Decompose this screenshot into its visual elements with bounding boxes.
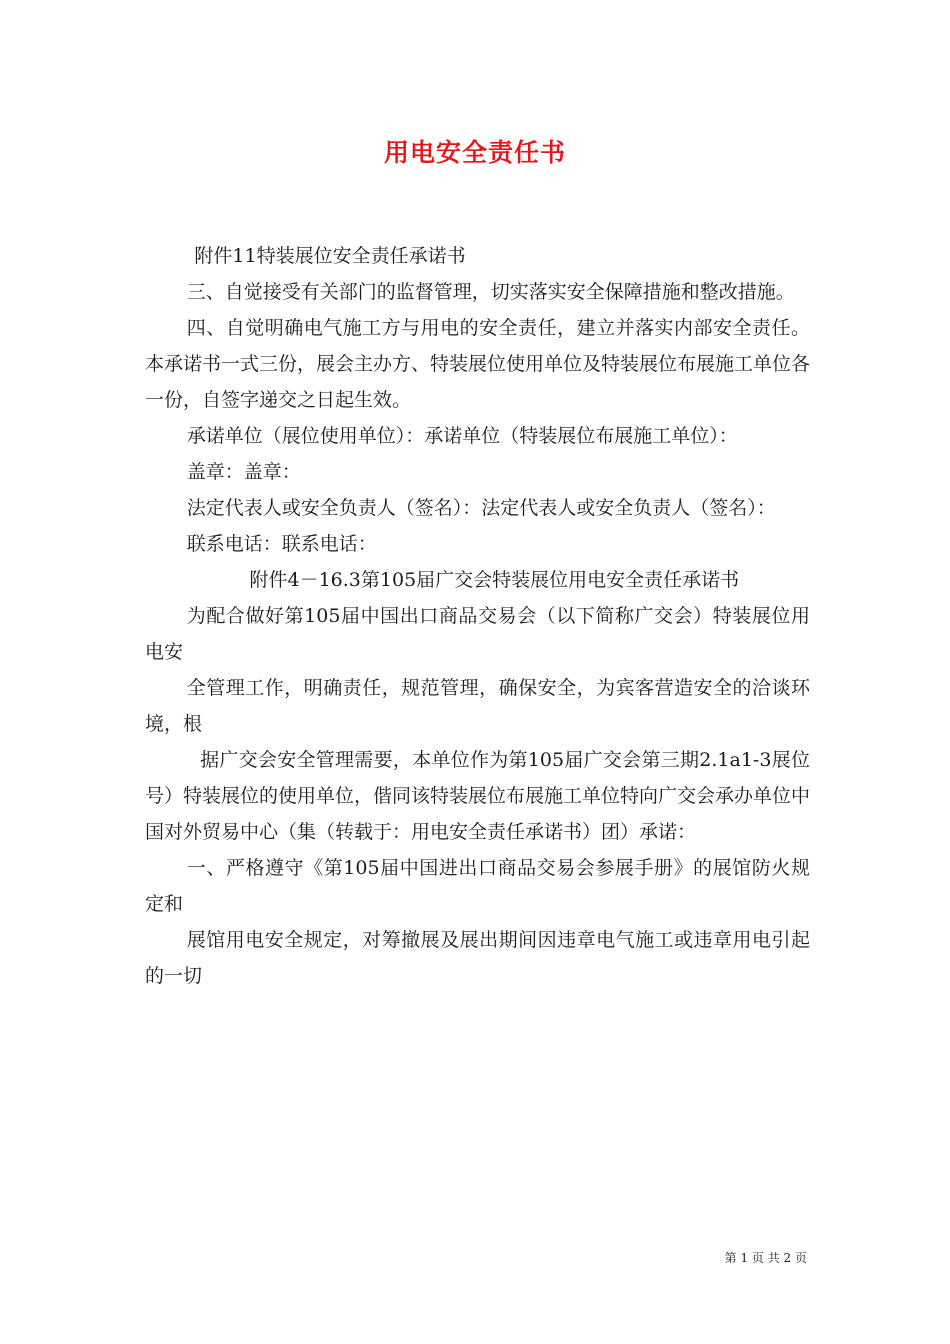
paragraph-clause-1: 一、严格遵守《第105届中国进出口商品交易会参展手册》的展馆防火规定和 [145,857,810,915]
paragraph-electricity-rules: 展馆用电安全规定，对筹撤展及展出期间因违章电气施工或违章用电引起的一切 [145,929,810,987]
document-body [145,238,810,994]
page-number-footer: 第 1 页 共 2 页 [724,1251,807,1265]
paragraph-clause-3: 三、自觉接受有关部门的监督管理，切实落实安全保障措施和整改措施。 [186,281,795,303]
paragraph-clause-4: 四、自觉明确电气施工方与用电的安全责任，建立并落实内部安全责任。本承诺书一式三份，展会主办方、特装展位使用单位及特装展位布展施工单位各一份，自签字递交之日起生效。 [145,317,811,411]
paragraph-pledge: 据广交会安全管理需要，本单位作为第105届广交会第三期2.1a1-3展位号）特装展位的使用单位，偕同该特装展位布展施工单位特向广交会承办单位中国对外贸易中心（集（转载于：用电安全责任承诺书）团）承诺： [145,749,811,843]
paragraph-attachment-11: 附件11特装展位安全责任承诺书 [194,245,466,267]
document-title: 用电安全责任书 [383,138,566,167]
paragraph-promising-units: 承诺单位（展位使用单位）：承诺单位（特装展位布展施工单位）： [186,425,738,447]
paragraph-management: 全管理工作，明确责任，规范管理，确保安全，为宾客营造安全的洽谈环境，根 [145,677,810,735]
paragraph-contact-phone: 联系电话：联系电话： [186,533,377,555]
paragraph-seal: 盖章：盖章： [186,461,301,483]
paragraph-attachment-4: 附件4－16.3第105届广交会特装展位用电安全责任承诺书 [249,569,740,591]
paragraph-cooperation: 为配合做好第105届中国出口商品交易会（以下简称广交会）特装展位用电安 [145,605,810,663]
paragraph-legal-representative: 法定代表人或安全负责人（签名）：法定代表人或安全负责人（签名）： [186,497,776,519]
